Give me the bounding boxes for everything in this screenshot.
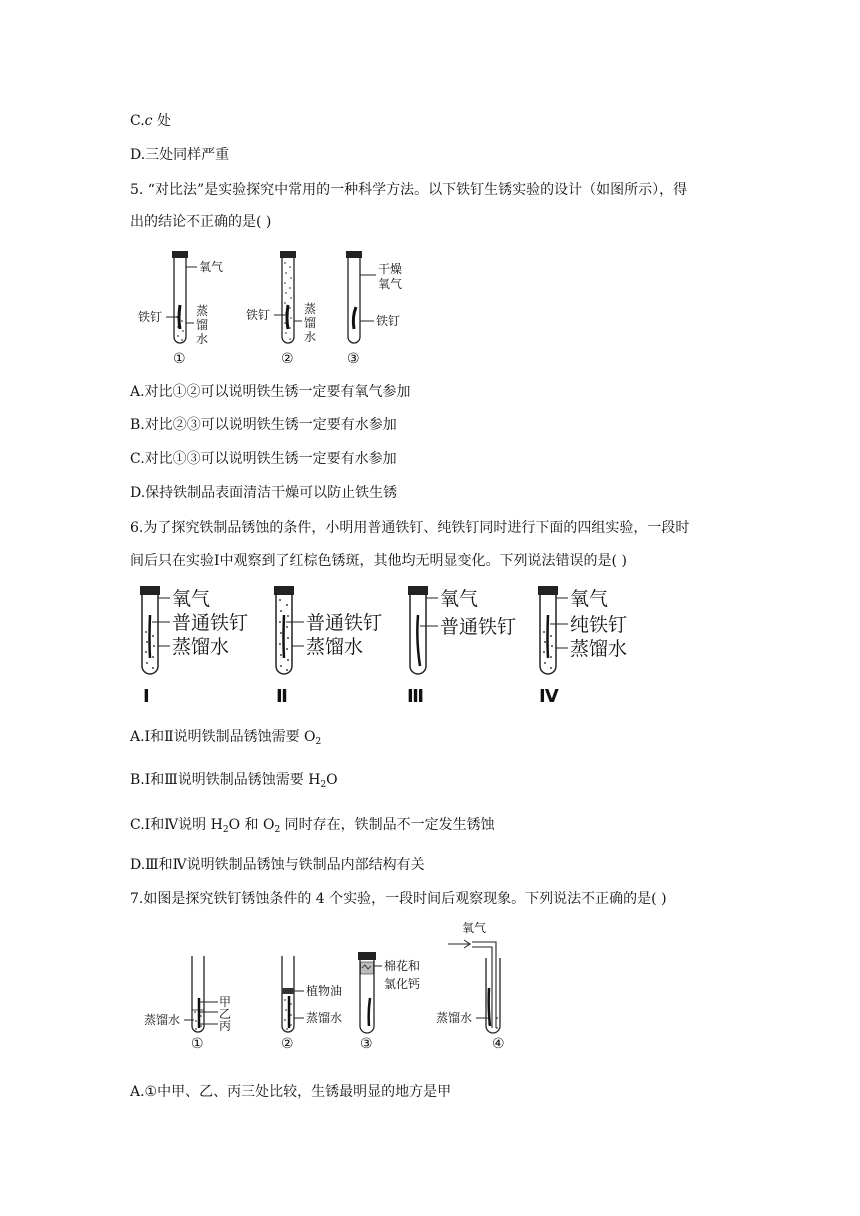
q5-figure xyxy=(120,245,440,375)
q5-option-d: D.保持铁制品表面清洁干燥可以防止铁生锈 xyxy=(130,485,398,501)
q6-option-d: D.Ⅲ和Ⅳ说明铁制品锈蚀与铁制品内部结构有关 xyxy=(130,857,425,873)
q7-figure xyxy=(130,918,550,1063)
q7-t4-water-label: 蒸馏水 xyxy=(436,1011,473,1025)
q6-option-a: A.Ⅰ和Ⅱ说明铁制品锈蚀需要 $O_2$ xyxy=(130,729,322,747)
q5-t3-nail-label: 铁钉 xyxy=(376,314,401,328)
q5-t2-nail-label: 铁钉 xyxy=(246,308,271,322)
q7-t3-number: ③ xyxy=(360,1036,373,1052)
q5-t3-number: ③ xyxy=(347,351,360,367)
q6-t4-label-2: 纯铁钉 xyxy=(570,614,628,636)
q5-tube-2 xyxy=(246,251,316,367)
q6-t1-label-3: 蒸馏水 xyxy=(172,636,230,658)
q7-tube-1 xyxy=(144,956,231,1052)
q7-t2-number: ② xyxy=(281,1036,294,1052)
q6-t2-label-2: 蒸馏水 xyxy=(306,636,364,658)
q7-tube-2 xyxy=(281,956,342,1052)
q5-t3-gas-label-1: 干燥 xyxy=(378,262,403,276)
q5-t2-water-3: 水 xyxy=(304,330,317,344)
q6-t4-label-3: 蒸馏水 xyxy=(570,638,628,660)
q7-tube-4 xyxy=(436,920,505,1052)
q4-option-c: C.c 处 xyxy=(130,113,171,129)
q7-t1-bing: 丙 xyxy=(219,1019,232,1033)
q7-t3-label-1: 棉花和 xyxy=(384,959,421,973)
q6-option-b: B.Ⅰ和Ⅲ说明铁制品锈蚀需要 $H_2O$ xyxy=(130,772,338,790)
q5-t3-gas-label-2: 氧气 xyxy=(378,277,403,291)
q5-stem-line1: 5. “对比法”是实验探究中常用的一种科学方法。以下铁钉生锈实验的设计（如图所示），得 xyxy=(130,182,688,198)
q5-t1-water-2: 馏 xyxy=(196,318,209,332)
q6-t4-label-1: 氧气 xyxy=(570,588,609,610)
q6-t1-number: Ⅰ xyxy=(143,686,150,707)
q5-t1-number: ① xyxy=(173,351,186,367)
q6-t4-number: Ⅳ xyxy=(539,686,559,707)
q5-t2-water-2: 馏 xyxy=(304,316,317,330)
q4-option-d: D.三处同样严重 xyxy=(130,147,230,163)
q5-t1-gas-label: 氧气 xyxy=(199,260,224,274)
q5-option-c: C.对比①③可以说明铁生锈一定要有水参加 xyxy=(130,451,397,467)
q6-t1-label-2: 普通铁钉 xyxy=(172,612,249,634)
q7-t2-oil-label: 植物油 xyxy=(306,984,343,998)
q5-t2-number: ② xyxy=(281,351,294,367)
q7-t1-water-label: 蒸馏水 xyxy=(144,1013,181,1027)
q7-option-a: A.①中甲、乙、丙三处比较，生锈最明显的地方是甲 xyxy=(130,1084,452,1100)
q7-t2-water-label: 蒸馏水 xyxy=(306,1011,343,1025)
q5-stem-line2: 出的结论不正确的是( ) xyxy=(130,214,272,230)
q6-option-c: C.Ⅰ和Ⅳ说明 $H_2O$ 和 $O_2$ 同时存在，铁制品不一定发生锈蚀 xyxy=(130,817,495,835)
q7-t1-jia: 甲 xyxy=(219,995,232,1009)
q7-stem: 7.如图是探究铁钉锈蚀条件的 4 个实验，一段时间后观察现象。下列说法不正确的是( ) xyxy=(130,891,667,907)
q5-option-a: A.对比①②可以说明铁生锈一定要有氧气参加 xyxy=(130,384,411,400)
q6-tube-1 xyxy=(140,586,248,707)
q6-t3-label-2: 普通铁钉 xyxy=(440,616,517,638)
q5-tube-3 xyxy=(346,251,402,367)
q5-option-b: B.对比②③可以说明铁生锈一定要有水参加 xyxy=(130,417,397,433)
q6-t2-label-1: 普通铁钉 xyxy=(306,612,383,634)
q6-figure xyxy=(126,580,646,710)
q6-stem-line1: 6.为了探究铁制品锈蚀的条件，小明用普通铁钉、纯铁钉同时进行下面的四组实验，一段时 xyxy=(130,520,690,536)
q6-t2-number: Ⅱ xyxy=(276,686,288,707)
q5-tube-1 xyxy=(138,251,223,367)
q6-tube-4 xyxy=(538,586,627,707)
q7-t1-number: ① xyxy=(191,1036,204,1052)
q6-tube-3 xyxy=(407,586,516,707)
q6-t1-label-1: 氧气 xyxy=(172,588,211,610)
q7-t4-number: ④ xyxy=(492,1036,505,1052)
q7-t1-yi: 乙 xyxy=(219,1007,232,1021)
q5-t2-water-1: 蒸 xyxy=(304,302,317,316)
q7-t4-gas-label: 氧气 xyxy=(462,921,487,935)
q5-t1-water-3: 水 xyxy=(196,332,209,346)
q6-stem-line2: 间后只在实验Ⅰ中观察到了红棕色锈斑，其他均无明显变化。下列说法错误的是( ) xyxy=(130,553,627,569)
q6-t3-label-1: 氧气 xyxy=(440,588,479,610)
q7-tube-3 xyxy=(358,952,420,1052)
q7-t3-label-2: 氯化钙 xyxy=(384,977,421,991)
q6-tube-2 xyxy=(274,586,382,707)
q5-t1-water-1: 蒸 xyxy=(196,304,209,318)
q5-t1-nail-label: 铁钉 xyxy=(138,310,163,324)
q6-t3-number: Ⅲ xyxy=(407,686,425,707)
